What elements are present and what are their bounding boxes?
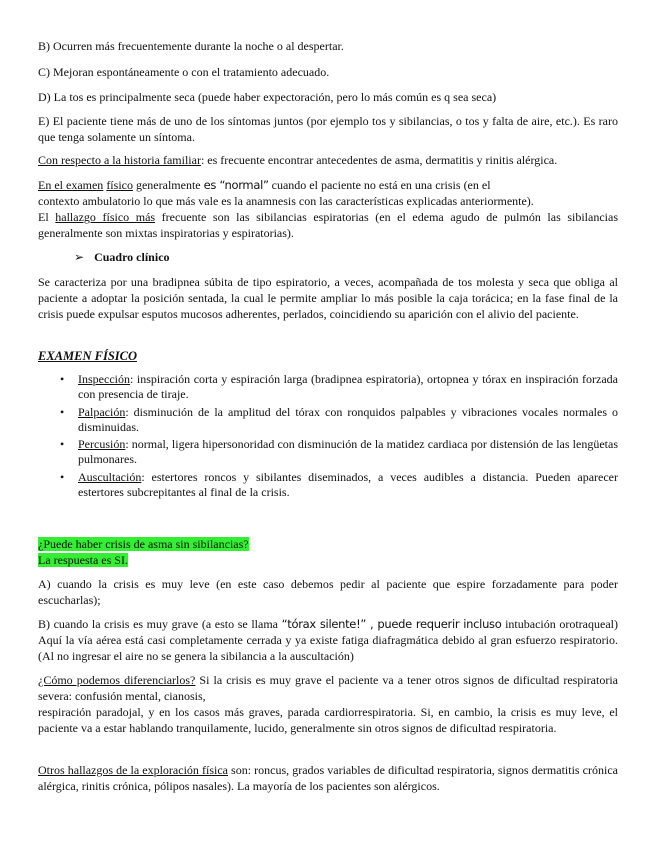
case-a: A) cuando la crisis es muy leve (en este caso debemos pedir al paciente que espire forzadamente para poder escucharlas); [38, 577, 618, 607]
cuadro-clinico-title: Cuadro clínico [94, 250, 170, 264]
list-item [60, 405, 618, 435]
line-b: B) Ocurren más frecuentemente durante la noche o al despertar. [38, 39, 344, 53]
differentiate-line-1 [38, 672, 618, 704]
bullet-icon: • [60, 437, 65, 451]
exam-underlined-3: hallazgo físico más [55, 210, 156, 224]
line-d: D) La tos es principalmente seca (puede haber expectoración, pero lo más común es q sea seca) [38, 90, 497, 104]
differentiate-line-2: respiración paradojal, y en los casos más graves, parada cardiorrespiratoria. Si, en cambio, la crisis es muy leve, el paciente va a estar hablando tranquilamente, lucido, generalmente sin otros signos de dificultad respiratoria. [38, 705, 618, 735]
item-label: Inspección [78, 372, 130, 386]
item-label: Palpación [78, 405, 126, 419]
exam-underlined-1: En el examen [38, 178, 104, 192]
family-history-label: Con respecto a la historia familiar [38, 153, 201, 167]
line-c: C) Mejoran espontáneamente o con el tratamiento adecuado. [38, 65, 330, 79]
case-b-text-1: B) cuando la crisis es muy grave (a esto se llama [38, 617, 282, 631]
differentiate-text-1: Si la crisis es muy grave el paciente va a tener otros signos de dificultad respiratoria severa: confusión mental, cianosis, [38, 673, 618, 703]
differentiate-paragraph [38, 672, 618, 736]
exam-normal-phrase: es “normal” [203, 178, 269, 192]
other-findings-text: son: roncus, grados variables de dificultad respiratoria, signos dermatitis crónica alérgica, rinitis crónica, pólipos nasales). La mayoría de los pacientes son alérgicos. [38, 763, 618, 793]
item-text: : normal, ligera hipersonoridad con disminución de la matidez cardiaca por distensión de las lengüetas pulmonares. [78, 437, 618, 466]
cuadro-clinico-heading [74, 250, 170, 265]
exam-line-1 [38, 177, 618, 193]
item-text: : estertores roncos y sibilantes diseminados, a veces audibles a distancia. Pueden aparecer estertores subcrepitantes al final de la crisis. [78, 470, 618, 499]
examen-fisico-title: EXAMEN FÍSICO [38, 349, 137, 363]
other-findings [38, 762, 618, 794]
list-item [60, 470, 618, 500]
exam-underlined-2: físico [106, 178, 133, 192]
cuadro-clinico-text: Se caracteriza por una bradipnea súbita de tipo espiratorio, a veces, acompañada de tos molesta y seca que obliga al paciente a adoptar la posición sentada, la cual le permite ampliar lo más posible la caja torácica; en la fase final de la crisis puede expulsar esputos mucosos adherentes, perlados, coincidiendo su aparición con el alivio del paciente. [38, 275, 618, 321]
bullet-icon: • [60, 372, 65, 386]
exam-line-3 [38, 209, 618, 241]
question-highlight: ¿Puede haber crisis de asma sin sibilancias? [38, 537, 249, 551]
list-item [60, 372, 618, 402]
item-label: Auscultación [78, 470, 142, 484]
case-b-torax-silente: “tórax silente!” , puede requerir incluso [281, 617, 502, 631]
list-item [60, 437, 618, 467]
differentiate-label: ¿Cómo podemos diferenciarlos? [38, 673, 196, 687]
case-b [38, 616, 618, 664]
item-label: Percusión [78, 437, 126, 451]
exam-text-3: El [38, 210, 56, 224]
bullet-icon: • [60, 470, 65, 484]
arrow-bullet-icon: ➢ [74, 250, 85, 264]
exam-paragraph [38, 177, 618, 241]
line-e: E) El paciente tiene más de uno de los síntomas juntos (por ejemplo tos y sibilancias, o tos y falta de aire, etc.). Es raro que tenga solamente un síntoma. [38, 114, 618, 144]
item-text: : disminución de la amplitud del tórax con ronquidos palpables y vibraciones vocales normales o disminuidas. [78, 405, 618, 434]
case-b-text-2: intubación orotraqueal) Aquí la vía aérea está casi completamente cerrada y ya existe fatiga diafragmática debido al gran esfuerzo respiratorio. (Al no ingresar el aire no se genera la sibilancia a la auscultación) [38, 617, 618, 663]
exam-text-1: generalmente [132, 178, 204, 192]
family-history [38, 152, 618, 168]
exam-text-4: frecuente son las sibilancias espiratorias (en el edema agudo de pulmón las sibilancias generalmente son mixtas inspiratorias y espiratorias). [38, 210, 618, 240]
answer-highlight: La respuesta es SI. [38, 553, 128, 567]
family-history-text: : es frecuente encontrar antecedentes de asma, dermatitis y rinitis alérgica. [200, 153, 558, 167]
bullet-icon: • [60, 405, 65, 419]
exam-text-2: cuando el paciente no está en una crisis (en el [268, 178, 491, 192]
exam-line-2: contexto ambulatorio lo que más vale es la anamnesis con las características explicadas anteriormente). [38, 194, 534, 208]
item-text: : inspiración corta y espiración larga (bradipnea espiratoria), ortopnea y tórax en inspiración forzada con presencia de tiraje. [78, 372, 618, 401]
other-findings-label: Otros hallazgos de la exploración física [38, 763, 228, 777]
